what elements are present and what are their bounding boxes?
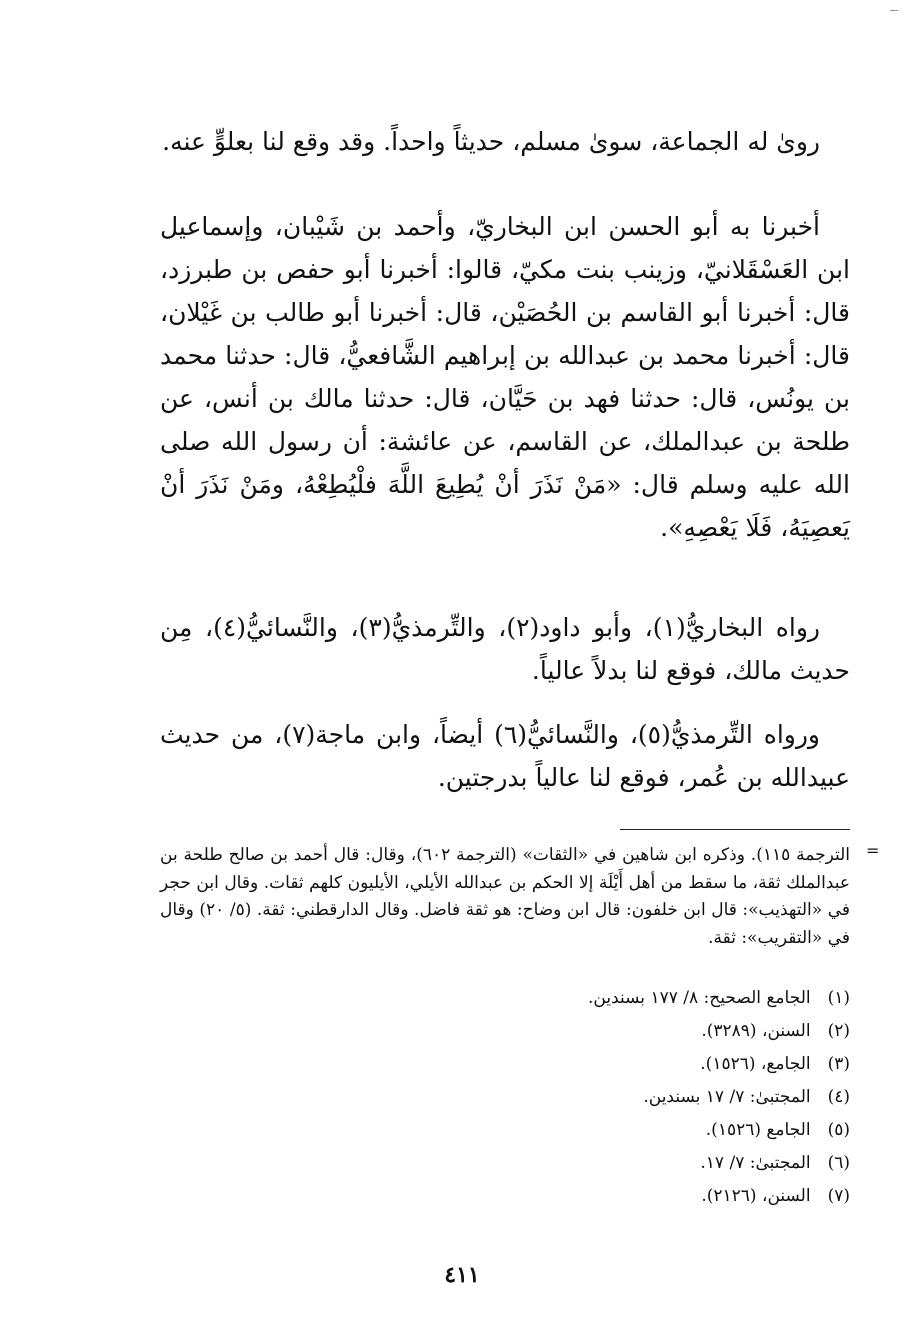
footnote-number: (٤)	[827, 1087, 850, 1107]
footnote-text: الجامع، (١٥٢٦).	[700, 1054, 811, 1074]
paragraph-text: أخبرنا به أبو الحسن ابن البخاريّ، وأحمد بن شَيْبان، وإسماعيل ابن العَسْقَلانيّ، وزينب بنت مكيّ، قالوا: أخبرنا أبو حفص بن طبرزد، قال: أخبرنا أبو القاسم بن الحُصَيْن، قال: أخبرنا أبو طالب بن غَيْلان، قال: أخبرنا محمد بن عبدالله بن إبراهيم الشَّافعيُّ، قال: حدثنا محمد بن يونُس، قال: حدثنا فهد بن حَيَّان، قال: حدثنا مالك بن أنس، عن طلحة بن عبدالملك، عن القاسم، عن عائشة: أن رسول الله صلى الله عليه وسلم قال: «مَنْ نَذَرَ أنْ يُطِيعَ اللَّهَ فلْيُطِعْهُ، ومَنْ نَذَرَ أنْ يَعصِيَهُ، فَلَا يَعْصِهِ».	[160, 212, 850, 542]
paragraph-takhrij-2	[160, 713, 850, 799]
footnote-number: (٥)	[827, 1120, 850, 1140]
paragraph-text: رواه البخاريُّ(١)، وأبو داود(٢)، والتِّرمذيُّ(٣)، والنَّسائيُّ(٤)، مِن حديث مالك، فوقع لنا بدلاً عالياً.	[160, 613, 850, 685]
page-number: ٤١١	[444, 1262, 480, 1288]
paragraph-narration	[160, 120, 850, 163]
paragraph-takhrij-1	[160, 606, 850, 692]
paragraph-hadith-chain	[160, 205, 850, 549]
footnote-number: (١)	[827, 988, 850, 1008]
footnote-text: السنن، (٢١٢٦).	[701, 1186, 811, 1206]
footnote-item	[160, 1180, 850, 1213]
footnote-item	[160, 1048, 850, 1081]
footnote-number: (٦)	[827, 1153, 850, 1173]
footnote-item	[160, 1114, 850, 1147]
footnote-item	[160, 982, 850, 1015]
footnote-separator	[620, 829, 850, 830]
footnote-number: (٢)	[827, 1021, 850, 1041]
scan-mark	[890, 10, 898, 11]
footnote-item	[160, 1015, 850, 1048]
footnote-text: الجامع الصحيح: ٨/ ١٧٧ بسندين.	[588, 988, 811, 1008]
footnote-number: (٣)	[827, 1054, 850, 1074]
footnote-item	[160, 1147, 850, 1180]
paragraph-text: ورواه التِّرمذيُّ(٥)، والنَّسائيُّ(٦) أيضاً، وابن ماجة(٧)، من حديث عبيدالله بن عُمر، فوقع لنا عالياً بدرجتين.	[160, 720, 850, 792]
footnote-text: المجتبىٰ: ٧/ ١٧.	[700, 1153, 811, 1173]
footnote-number: (٧)	[827, 1186, 850, 1206]
footnote-continuation-marker: =	[866, 841, 880, 860]
paragraph-text: روىٰ له الجماعة، سوىٰ مسلم، حديثاً واحداً. وقد وقع لنا بعلوٍّ عنه.	[162, 127, 820, 156]
footnote-continuation: الترجمة ١١٥). وذكره ابن شاهين في «الثقات» (الترجمة ٦٠٢)، وقال: قال أحمد بن صالح طلحة بن عبدالملك ثقة، ما سقط من أهل أَيْلَة إلا الحكم بن عبدالله الأيلي، الأيليون كلهم ثقات. وقال ابن حجر في «التهذيب»: قال ابن خلفون: قال ابن وضاح: هو ثقة فاضل. وقال الدارقطني: ثقة. (٥/ ٢٠) وقال في «التقريب»: ثقة.	[160, 845, 850, 948]
footnote-text: السنن، (٣٢٨٩).	[701, 1021, 811, 1041]
footnote-text: الجامع (١٥٢٦).	[705, 1120, 811, 1140]
footnote-text: المجتبىٰ: ٧/ ١٧ بسندين.	[643, 1087, 811, 1107]
footnote-item	[160, 1081, 850, 1114]
footnote-list	[160, 982, 850, 1213]
